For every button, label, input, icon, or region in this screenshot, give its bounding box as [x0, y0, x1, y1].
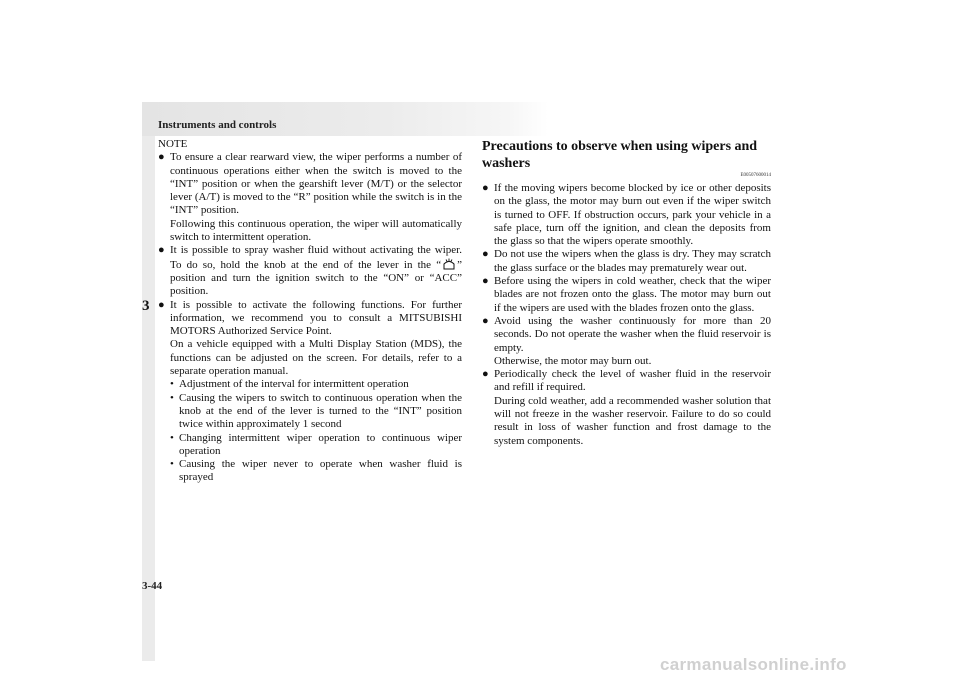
bullet-dot-icon: ● — [482, 182, 489, 194]
list-item-text: Changing intermittent wiper operation to continuous wiper operation — [179, 431, 462, 457]
list-item — [170, 378, 462, 391]
precaution-bullet-1 — [482, 182, 771, 248]
note-bullet-2 — [158, 244, 462, 298]
note-paragraph: It is possible to activate the following functions. For further information, we recommend you to consult a MITSUBISHI MOTORS Authorized Service Point. — [170, 298, 462, 338]
chapter-number: 3 — [142, 298, 150, 314]
document-code: E00507600014 — [740, 173, 771, 178]
list-marker: • — [170, 458, 174, 471]
note-paragraph: On a vehicle equipped with a Multi Display Station (MDS), the functions can be adjusted on the screen. For details, refer to a separate operation manual. — [170, 338, 462, 378]
precaution-paragraph: If the moving wipers become blocked by ice or other deposits on the glass, the motor may burn out even if the wiper switch is turned to OFF. If obstruction occurs, park your vehicle in a safe place, turn off the ignition, and clean the deposits from the glass so that the wipers operate smoothly. — [494, 182, 771, 248]
note-bullet-1 — [158, 151, 462, 244]
bullet-dot-icon: ● — [158, 298, 165, 311]
precaution-bullet-4 — [482, 315, 771, 368]
note-text: It is possible to spray washer fluid without activating the wiper. To do so, hold the knob at the end of the lever in the “ — [170, 244, 462, 271]
function-list — [170, 378, 462, 484]
bullet-dot-icon: ● — [482, 368, 489, 381]
precaution-bullet-2 — [482, 248, 771, 275]
list-item-text: Causing the wiper never to operate when washer fluid is sprayed — [179, 458, 462, 484]
note-paragraph: To ensure a clear rearward view, the wiper performs a number of continuous operations either when the switch is moved to the “INT” position or when the gearshift lever (M/T) or the selector lever (A/T) is moved to the “R” position while the switch is in the “INT” position. — [170, 151, 462, 217]
precaution-paragraph: Otherwise, the motor may burn out. — [494, 354, 652, 367]
list-item — [170, 432, 462, 459]
precaution-paragraph: Do not use the wipers when the glass is dry. They may scratch the glass surface or the blades may prematurely wear out. — [494, 248, 771, 274]
list-item — [170, 458, 462, 485]
note-paragraph: Following this continuous operation, the wiper will automatically switch to intermittent operation. — [170, 217, 462, 244]
bullet-dot-icon: ● — [482, 248, 489, 261]
precaution-paragraph: During cold weather, add a recommended washer solution that will not freeze in the washer reservoir. Failure to do so could result in loss of washer function and frost damage to the system components. — [494, 394, 771, 447]
list-item-text: Adjustment of the interval for intermittent operation — [179, 378, 409, 391]
page-number: 3-44 — [142, 580, 163, 592]
list-item-text: Causing the wipers to switch to continuous operation when the knob at the end of the lever is turned to the “INT” position twice within approximately 1 second — [179, 391, 462, 431]
precaution-bullet-5 — [482, 368, 771, 448]
note-label: NOTE — [158, 138, 188, 150]
bullet-dot-icon: ● — [482, 314, 489, 327]
precautions-column — [482, 138, 771, 448]
note-paragraph — [170, 244, 462, 298]
section-title: Precautions to observe when using wipers and washers — [482, 139, 758, 171]
list-marker: • — [170, 391, 174, 404]
note-text: ” position and turn the ignition switch to the “ON” or “ACC” position. — [170, 258, 462, 298]
precaution-paragraph: Avoid using the washer continuously for more than 20 seconds. Do not operate the washer when the fluid reservoir is empty. — [494, 314, 771, 354]
section-header-title: Instruments and controls — [158, 119, 277, 131]
precaution-paragraph: Before using the wipers in cold weather, check that the wiper blades are not frozen onto the glass. The motor may burn out if the wipers are used with the blades frozen onto the glass. — [494, 275, 771, 314]
list-marker: • — [170, 378, 174, 391]
note-column — [158, 138, 462, 485]
precaution-bullet-3 — [482, 275, 771, 315]
bullet-dot-icon: ● — [482, 275, 489, 288]
washer-symbol-icon — [442, 258, 456, 270]
list-item — [170, 392, 462, 432]
watermark: carmanualsonline.info — [660, 655, 847, 674]
note-bullet-3 — [158, 299, 462, 485]
precaution-paragraph: Periodically check the level of washer fluid in the reservoir and refill if required. — [494, 368, 771, 394]
bullet-dot-icon: ● — [158, 244, 165, 257]
list-marker: • — [170, 431, 174, 444]
bullet-dot-icon: ● — [158, 151, 165, 164]
